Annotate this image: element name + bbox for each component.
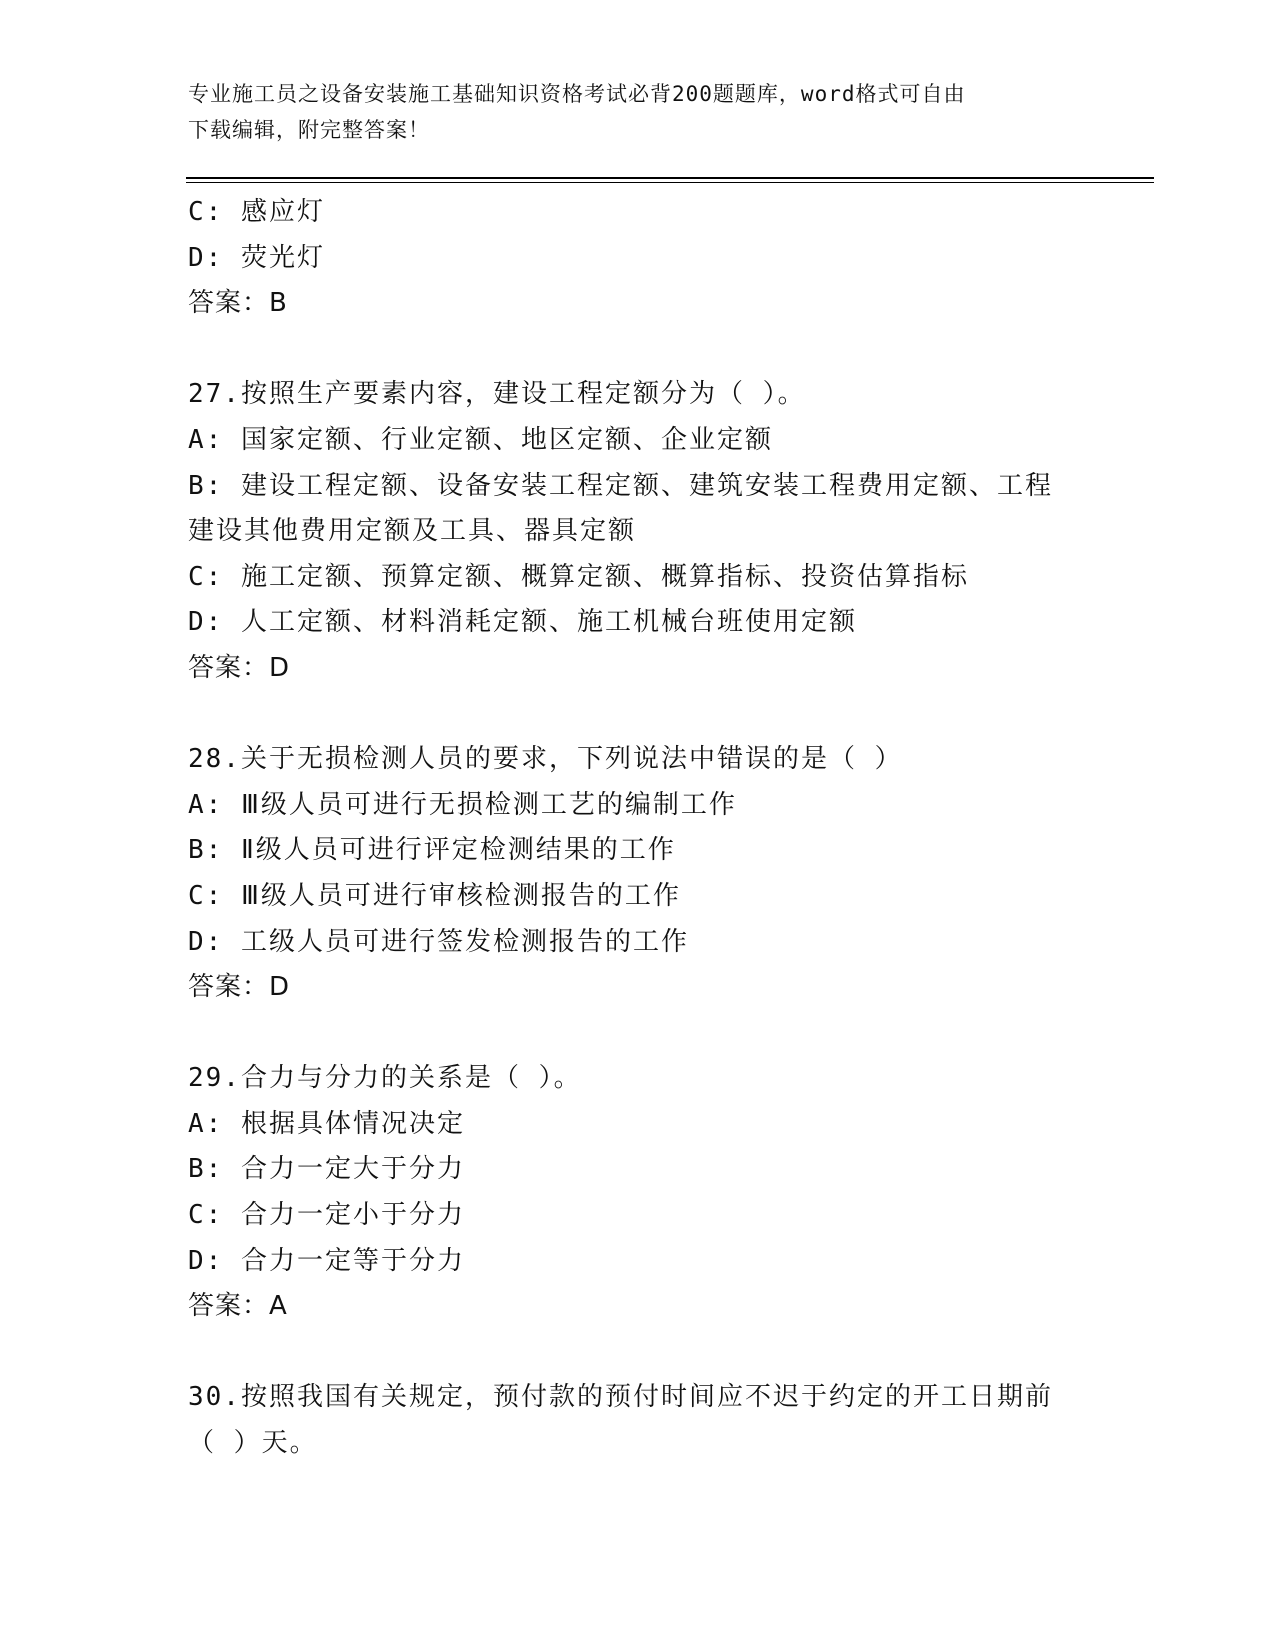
question-text: 28.关于无损检测人员的要求，下列说法中错误的是（ ）: [188, 744, 903, 775]
option-d: D: 人工定额、材料消耗定额、施工机械台班使用定额: [188, 607, 857, 638]
option-d: D: 荧光灯: [188, 242, 325, 273]
option-b: B: 合力一定大于分力: [188, 1154, 465, 1185]
answer: 答案：D: [188, 652, 291, 683]
question-29: [188, 1056, 1078, 1330]
option-c: C: 合力一定小于分力: [188, 1200, 465, 1231]
header-line-1: 专业施工员之设备安装施工基础知识资格考试必背200题题库，word格式可自由: [188, 82, 966, 106]
option-c: C: Ⅲ级人员可进行审核检测报告的工作: [188, 880, 681, 911]
option-c: C: 施工定额、预算定额、概算定额、概算指标、投资估算指标: [188, 561, 969, 592]
option-b: B: Ⅱ级人员可进行评定检测结果的工作: [188, 835, 676, 866]
option-a: A: Ⅲ级人员可进行无损检测工艺的编制工作: [188, 789, 737, 820]
document-header: [188, 76, 1068, 148]
answer: 答案：D: [188, 972, 291, 1003]
option-d: D: 合力一定等于分力: [188, 1245, 465, 1276]
option-a: A: 根据具体情况决定: [188, 1108, 465, 1139]
option-d: D: 工级人员可进行签发检测报告的工作: [188, 926, 689, 957]
header-divider-thin: [186, 182, 1154, 183]
spacer: [188, 1011, 1078, 1057]
answer: 答案：A: [188, 1291, 288, 1322]
question-text: 27.按照生产要素内容，建设工程定额分为（ ）。: [188, 379, 806, 410]
question-text: 29.合力与分力的关系是（ ）。: [188, 1063, 582, 1094]
spacer: [188, 692, 1078, 738]
header-divider-thick: [186, 177, 1154, 179]
question-text-line-2: （ ）天。: [188, 1428, 318, 1459]
spacer: [188, 1330, 1078, 1376]
option-b-line-1: B: 建设工程定额、设备安装工程定额、建筑安装工程费用定额、工程: [188, 470, 1053, 501]
option-b-line-2: 建设其他费用定额及工具、器具定额: [188, 516, 637, 547]
question-26: [188, 190, 1078, 327]
question-text-line-1: 30.按照我国有关规定，预付款的预付时间应不迟于约定的开工日期前: [188, 1382, 1053, 1413]
answer: 答案：B: [188, 288, 288, 319]
question-30: [188, 1375, 1078, 1466]
option-c: C: 感应灯: [188, 197, 325, 227]
spacer: [188, 327, 1078, 373]
question-list: [188, 190, 1078, 1467]
header-line-2: 下载编辑，附完整答案！: [188, 118, 430, 142]
question-28: [188, 737, 1078, 1011]
question-27: [188, 372, 1078, 691]
option-a: A: 国家定额、行业定额、地区定额、企业定额: [188, 424, 773, 455]
